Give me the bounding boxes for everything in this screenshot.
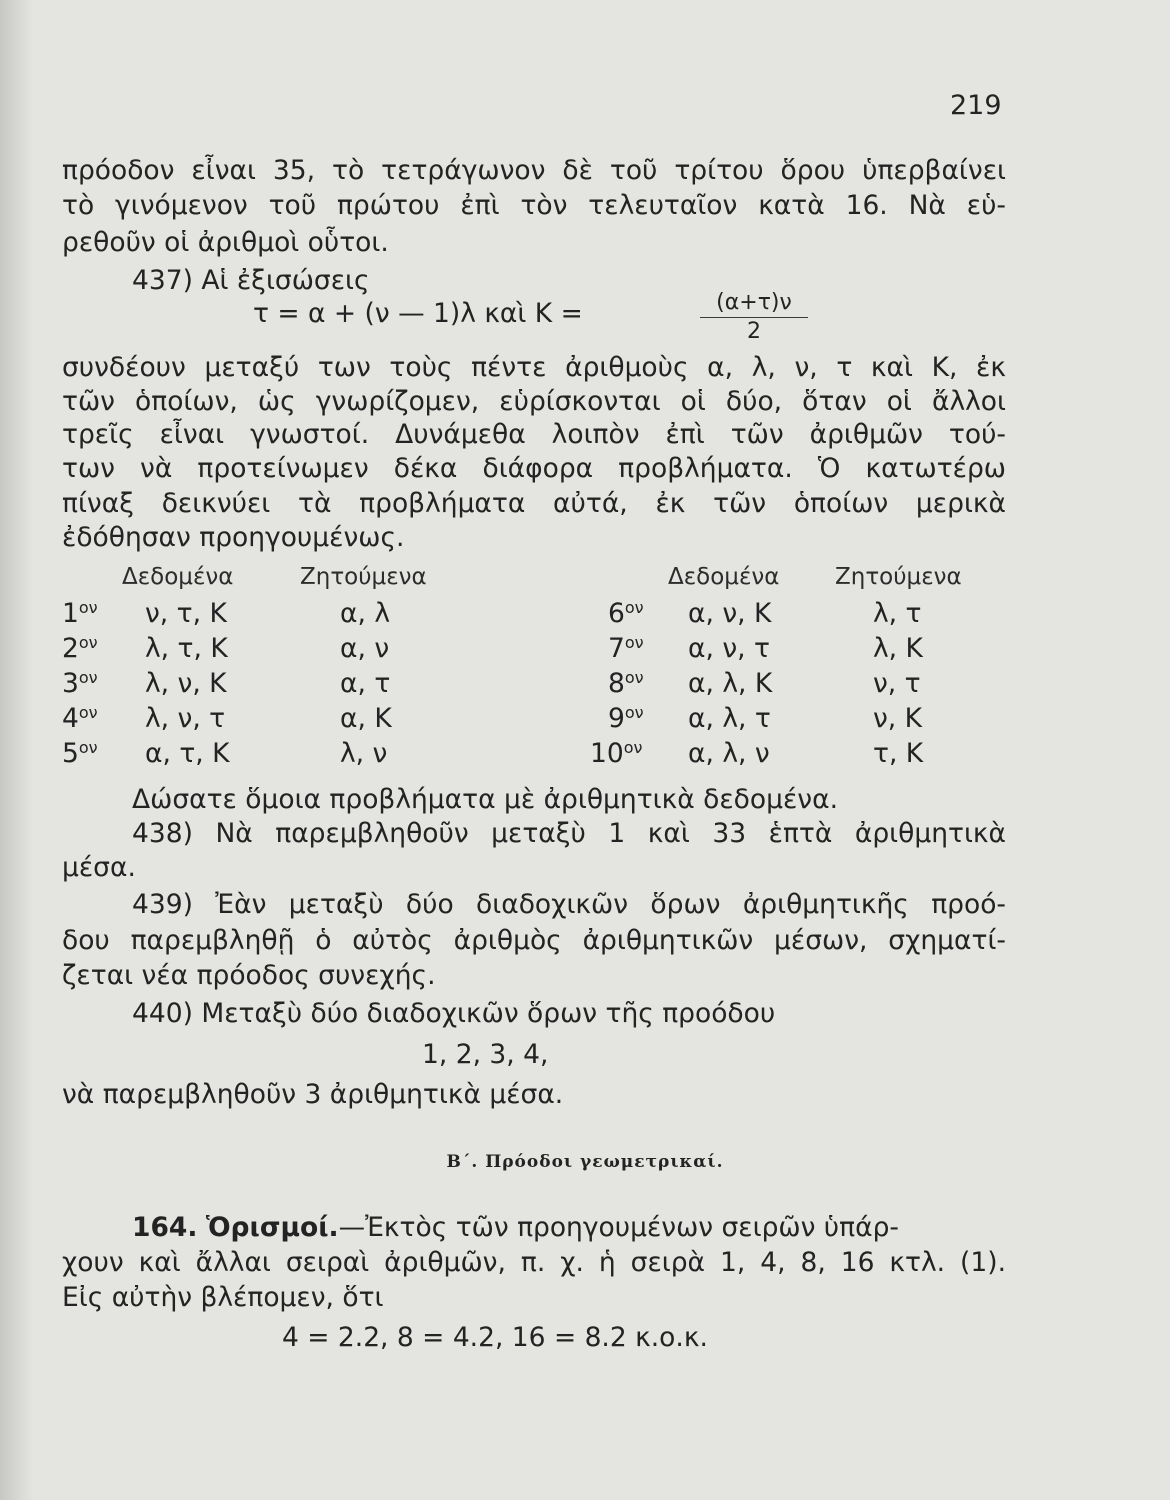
paragraph-line: πρόοδον εἶναι 35, τὸ τετράγωνον δὲ τοῦ τρίτου ὅρου ὑπερβαίνει: [62, 155, 1006, 186]
table-cell-given: λ, τ, Κ: [145, 633, 228, 664]
paragraph-line: τὸ γινόμενον τοῦ πρώτου ἐπὶ τὸν τελευταῖον κατὰ 16. Νὰ εὑ-: [62, 190, 1006, 221]
paragraph-line: τῶν ὁποίων, ὡς γνωρίζομεν, εὑρίσκονται οἱ δύο, ὅταν οἱ ἄλλοι: [62, 386, 1006, 417]
page-binding-shadow: [0, 0, 34, 1500]
table-cell-given: α, λ, Κ: [688, 668, 773, 699]
table-cell-given: λ, ν, Κ: [145, 668, 227, 699]
table-cell-given: α, λ, ν: [688, 738, 770, 769]
paragraph-line: ἐδόθησαν προηγουμένως.: [62, 522, 405, 553]
table-row-number: $2^{o\nu}$: [62, 633, 98, 664]
section-164-first-line: [132, 1212, 1006, 1243]
table-cell-given: α, λ, τ: [688, 703, 771, 734]
table-cell-sought: α, ν: [340, 633, 390, 664]
section-164-formula: 4 = 2.2, 8 = 4.2, 16 = 8.2 κ.ο.κ.: [282, 1322, 708, 1353]
section-164-line: Εἰς αὐτὴν βλέπομεν, ὅτι: [62, 1282, 384, 1313]
table-cell-sought: λ, Κ: [873, 633, 923, 664]
section-164-line1-text: —Ἐκτὸς τῶν προηγουμένων σειρῶν ὑπάρ-: [338, 1212, 899, 1243]
fraction-numerator: (α+τ)ν: [716, 290, 792, 315]
exercise-439-line: ζεται νέα πρόοδος συνεχής.: [62, 960, 436, 991]
exercise-438-line: μέσα.: [62, 852, 136, 883]
table-cell-given: α, τ, Κ: [145, 738, 230, 769]
exercise-439-line: 439) Ἐὰν μεταξὺ δύο διαδοχικῶν ὅρων ἀριθμητικῆς προό-: [132, 889, 1006, 920]
paragraph-line: ρεθοῦν οἱ ἀριθμοὶ οὗτοι.: [62, 227, 389, 258]
fraction-bar: [700, 317, 808, 318]
table-row-number: $9^{o\nu}$: [608, 703, 644, 734]
exercise-439-line: δου παρεμβληθῇ ὁ αὐτὸς ἀριθμὸς ἀριθμητικῶν μέσων, σχηματί-: [62, 925, 1006, 956]
table-cell-sought: τ, Κ: [873, 738, 924, 769]
table-cell-sought: α, τ: [340, 668, 391, 699]
table-row-number: $4^{o\nu}$: [62, 703, 98, 734]
table-row-number: $8^{o\nu}$: [608, 668, 644, 699]
table-row-number: $3^{o\nu}$: [62, 668, 98, 699]
table-row-number: $10^{o\nu}$: [590, 738, 643, 769]
exercise-440-sequence: 1, 2, 3, 4,: [422, 1039, 549, 1070]
section-title: Β΄. Πρόοδοι γεωμετρικαί.: [446, 1152, 724, 1172]
exercise-440-intro: 440) Μεταξὺ δύο διαδοχικῶν ὅρων τῆς προόδου: [132, 998, 776, 1029]
paragraph-line: πίναξ δεικνύει τὰ προβλήματα αὐτά, ἐκ τῶν ὁποίων μερικὰ: [62, 488, 1006, 519]
after-table-text: Δώσατε ὅμοια προβλήματα μὲ ἀριθμητικὰ δεδομένα.: [132, 784, 838, 815]
fraction-denominator: 2: [747, 319, 761, 344]
table-cell-given: ν, τ, Κ: [145, 598, 227, 629]
paragraph-line: των νὰ προτείνωμεν δέκα διάφορα προβλήματα. Ὁ κατωτέρω: [62, 453, 1006, 484]
page-number: 219: [950, 90, 1002, 121]
table-cell-sought: λ, τ: [873, 598, 922, 629]
equation-437-fraction: [700, 290, 808, 344]
table-cell-given: α, ν, τ: [688, 633, 770, 664]
table-row-number: $7^{o\nu}$: [608, 633, 644, 664]
table-cell-given: λ, ν, τ: [145, 703, 226, 734]
table-row-number: $1^{o\nu}$: [62, 598, 98, 629]
exercise-438-line: 438) Νὰ παρεμβληθοῦν μεταξὺ 1 καὶ 33 ἑπτὰ ἀριθμητικὰ: [132, 818, 1006, 849]
table-row-number: $5^{o\nu}$: [62, 738, 98, 769]
table-cell-given: α, ν, Κ: [688, 598, 772, 629]
section-164-number: 164.: [132, 1212, 198, 1243]
table-cell-sought: α, λ: [340, 598, 390, 629]
table-header-sought-right: Ζητούμενα: [835, 564, 962, 590]
paragraph-line: συνδέουν μεταξύ των τοὺς πέντε ἀριθμοὺς α, λ, ν, τ καὶ Κ, ἐκ: [62, 352, 1006, 383]
table-cell-sought: α, Κ: [340, 703, 392, 734]
table-row-number: $6^{o\nu}$: [608, 598, 644, 629]
table-header-given-right: Δεδομένα: [668, 564, 780, 590]
equation-437: τ = α + (ν — 1)λ καὶ Κ =: [253, 298, 583, 329]
table-header-given-left: Δεδομένα: [122, 564, 234, 590]
table-cell-sought: ν, Κ: [873, 703, 923, 734]
table-cell-sought: λ, ν: [340, 738, 388, 769]
section-164-line: χουν καὶ ἄλλαι σειραὶ ἀριθμῶν, π. χ. ἡ σειρὰ 1, 4, 8, 16 κτλ. (1).: [62, 1247, 1006, 1278]
paragraph-line: τρεῖς εἶναι γνωστοί. Δυνάμεθα λοιπὸν ἐπὶ τῶν ἀριθμῶν τού-: [62, 419, 1006, 450]
exercise-437-intro: 437) Αἱ ἐξισώσεις: [132, 265, 370, 296]
table-header-sought-left: Ζητούμενα: [300, 564, 427, 590]
section-164-heading: Ὁρισμοί.: [205, 1212, 339, 1243]
exercise-440-conclusion: νὰ παρεμβληθοῦν 3 ἀριθμητικὰ μέσα.: [62, 1079, 564, 1110]
table-cell-sought: ν, τ: [873, 668, 921, 699]
